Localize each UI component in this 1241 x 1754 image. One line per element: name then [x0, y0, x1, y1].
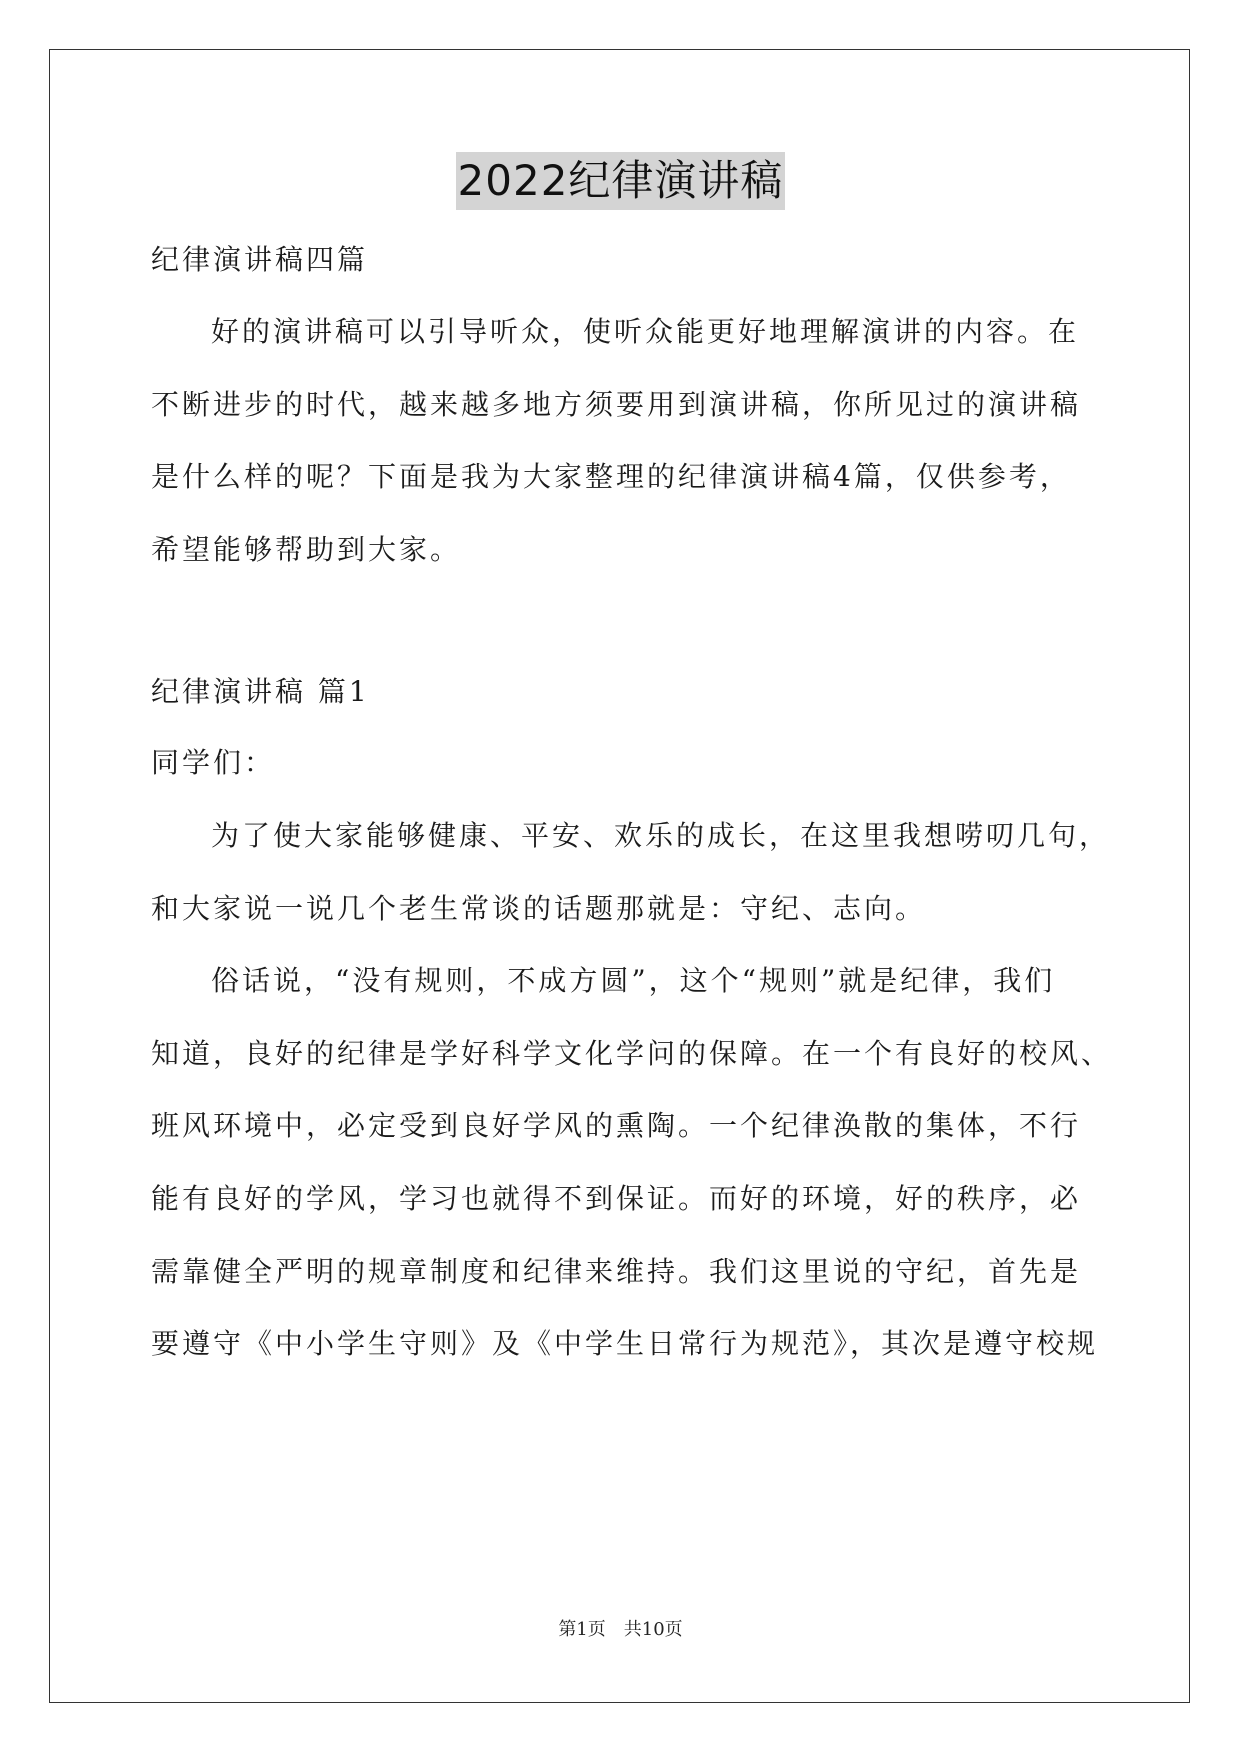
paragraph-line: 希望能够帮助到大家。 — [151, 533, 462, 566]
paragraph-line: 为了使大家能够健康、平安、欢乐的成长，在这里我想唠叨几句， — [211, 819, 1111, 852]
section-heading: 纪律演讲稿 篇1 — [151, 675, 370, 708]
document-title: 2022纪律演讲稿 — [456, 152, 786, 210]
paragraph-line: 不断进步的时代，越来越多地方须要用到演讲稿，你所见过的演讲稿 — [151, 388, 1082, 421]
paragraph-line: 俗话说，“没有规则，不成方圆”，这个“规则”就是纪律，我们 — [211, 964, 1056, 997]
paragraph-line: 是什么样的呢？下面是我为大家整理的纪律演讲稿4篇，仅供参考， — [151, 460, 1071, 493]
document-title-block — [0, 152, 1241, 210]
paragraph-line: 班风环境中，必定受到良好学风的熏陶。一个纪律涣散的集体，不行 — [151, 1109, 1082, 1142]
paragraph-line: 知道，良好的纪律是学好科学文化学问的保障。在一个有良好的校风、 — [151, 1037, 1113, 1070]
paragraph-line: 好的演讲稿可以引导听众，使听众能更好地理解演讲的内容。在 — [211, 315, 1080, 348]
salutation-line: 同学们： — [151, 746, 276, 779]
subtitle-line: 纪律演讲稿四篇 — [151, 243, 369, 276]
paragraph-line: 能有良好的学风，学习也就得不到保证。而好的环境，好的秩序，必 — [151, 1182, 1082, 1215]
page-border — [49, 49, 1190, 1703]
page-footer: 第1页 共10页 — [558, 1619, 683, 1640]
paragraph-line: 和大家说一说几个老生常谈的话题那就是：守纪、志向。 — [151, 892, 927, 925]
paragraph-line: 需靠健全严明的规章制度和纪律来维持。我们这里说的守纪，首先是 — [151, 1255, 1082, 1288]
paragraph-line: 要遵守《中小学生守则》及《中学生日常行为规范》，其次是遵守校规 — [151, 1327, 1099, 1360]
